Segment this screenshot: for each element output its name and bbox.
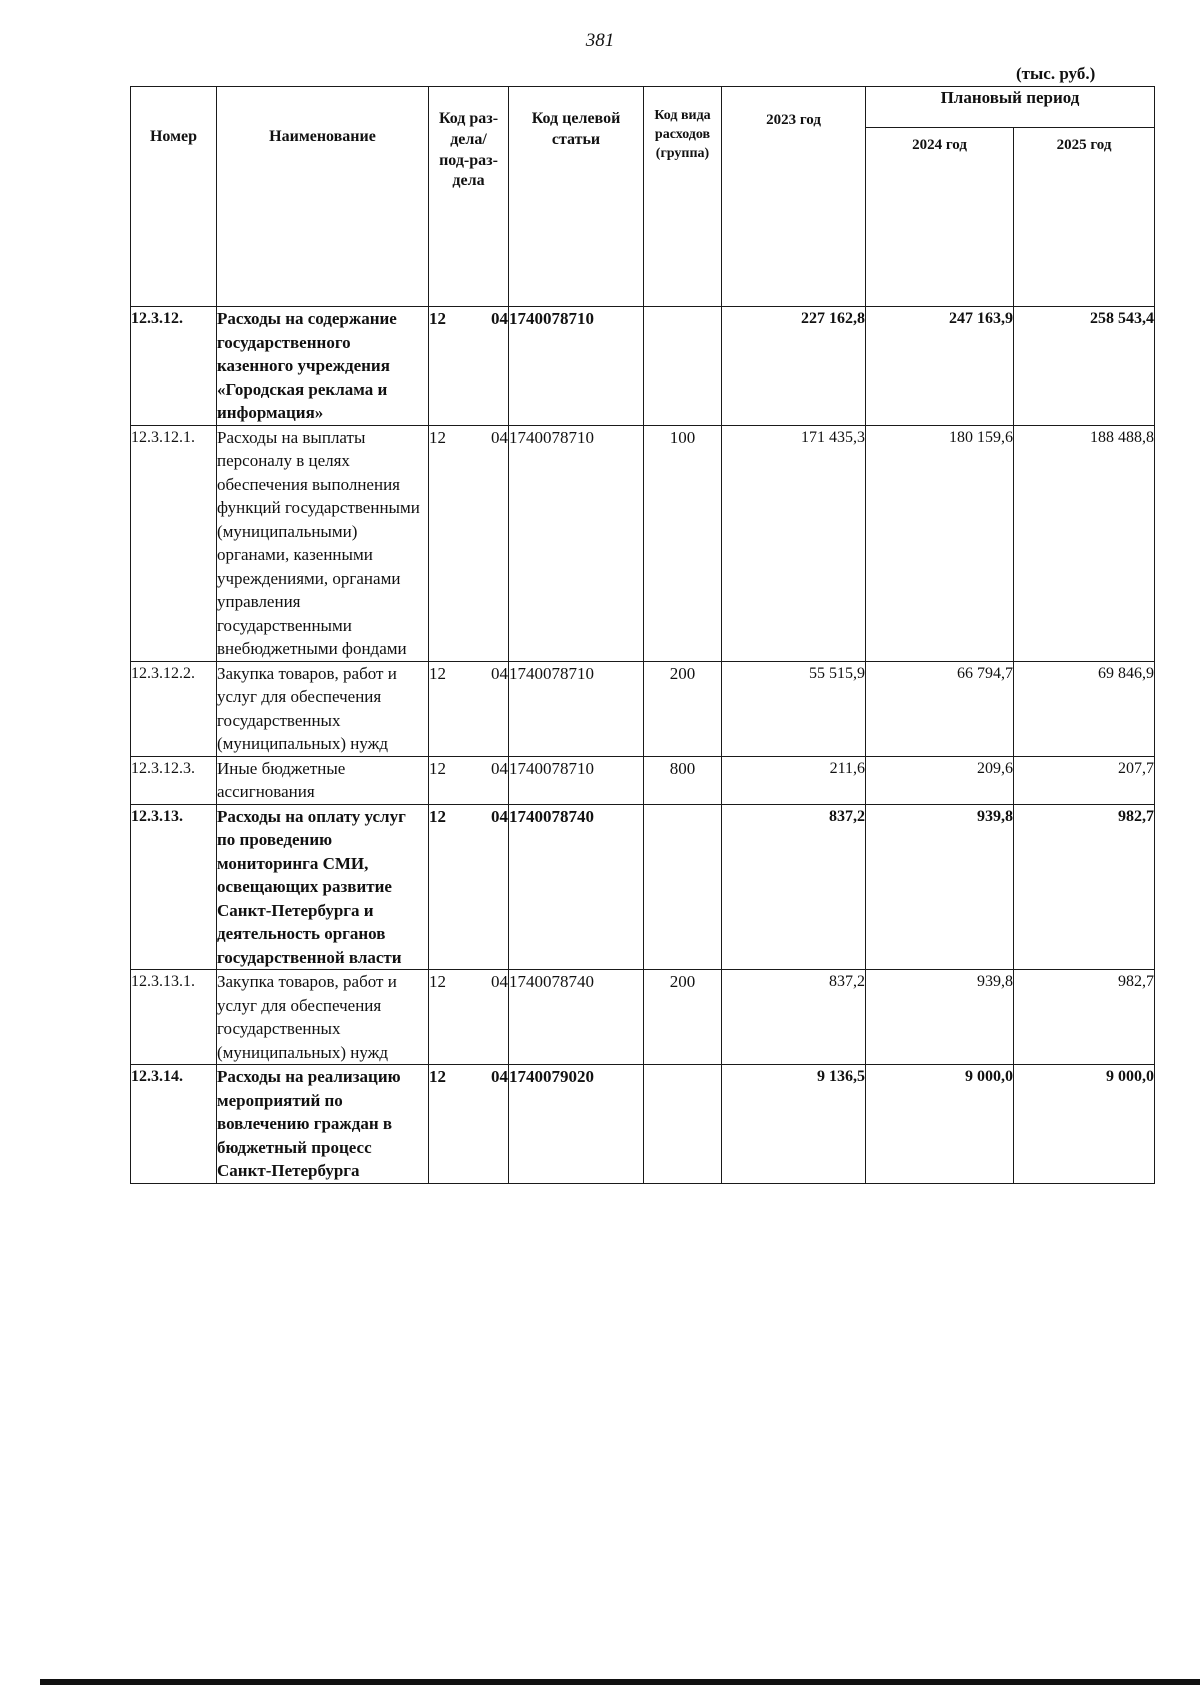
row-amount-2023: 55 515,9 xyxy=(722,661,866,756)
row-amount-2024: 180 159,6 xyxy=(866,425,1014,661)
row-section-code xyxy=(429,970,509,1065)
row-expense-type: 800 xyxy=(644,756,722,804)
subsection-code: 04 xyxy=(491,806,508,826)
section-code: 12 xyxy=(429,663,446,683)
subsection-code: 04 xyxy=(491,309,508,328)
row-amount-2025: 982,7 xyxy=(1014,804,1155,970)
row-target-article: 1740079020 xyxy=(509,1065,644,1184)
row-number: 12.3.12. xyxy=(131,307,217,426)
row-target-article: 1740078710 xyxy=(509,307,644,426)
header-planning-period: Плановый период xyxy=(866,87,1155,128)
row-expense-type: 200 xyxy=(644,970,722,1065)
row-number: 12.3.12.1. xyxy=(131,425,217,661)
row-expense-type xyxy=(644,307,722,426)
subsection-code: 04 xyxy=(491,427,508,447)
row-amount-2025: 9 000,0 xyxy=(1014,1065,1155,1184)
row-amount-2023: 211,6 xyxy=(722,756,866,804)
row-expense-type: 100 xyxy=(644,425,722,661)
row-name: Иные бюджетные ассигнования xyxy=(217,756,429,804)
row-amount-2024: 66 794,7 xyxy=(866,661,1014,756)
row-amount-2025: 258 543,4 xyxy=(1014,307,1155,426)
row-number: 12.3.14. xyxy=(131,1065,217,1184)
units-label: (тыс. руб.) xyxy=(1016,64,1096,83)
row-amount-2023: 9 136,5 xyxy=(722,1065,866,1184)
row-amount-2023: 227 162,8 xyxy=(722,307,866,426)
row-target-article: 1740078710 xyxy=(509,756,644,804)
section-code: 12 xyxy=(429,806,446,826)
row-number: 12.3.12.3. xyxy=(131,756,217,804)
table-row xyxy=(131,425,1155,661)
row-amount-2023: 171 435,3 xyxy=(722,425,866,661)
section-code: 12 xyxy=(429,427,446,447)
row-target-article: 1740078740 xyxy=(509,970,644,1065)
budget-table xyxy=(130,86,1155,1184)
table-row xyxy=(131,970,1155,1065)
table-row xyxy=(131,804,1155,970)
header-2025: 2025 год xyxy=(1014,128,1155,307)
table-header xyxy=(131,87,1155,307)
row-number: 12.3.13. xyxy=(131,804,217,970)
table-body xyxy=(131,307,1155,1184)
table-row xyxy=(131,661,1155,756)
row-name: Закупка товаров, работ и услуг для обеспечения государственных (муниципальных) нужд xyxy=(217,661,429,756)
row-target-article: 1740078740 xyxy=(509,804,644,970)
subsection-code: 04 xyxy=(491,758,508,778)
row-amount-2025: 69 846,9 xyxy=(1014,661,1155,756)
row-amount-2023: 837,2 xyxy=(722,970,866,1065)
row-amount-2024: 939,8 xyxy=(866,970,1014,1065)
table-row xyxy=(131,307,1155,426)
table-row xyxy=(131,756,1155,804)
row-expense-type xyxy=(644,1065,722,1184)
subsection-code: 04 xyxy=(491,1067,508,1086)
row-section-code xyxy=(429,425,509,661)
row-section-code xyxy=(429,756,509,804)
row-section-code xyxy=(429,307,509,426)
row-name: Расходы на содержание государственного казенного учреждения «Городская реклама и информация» xyxy=(217,307,429,426)
row-target-article: 1740078710 xyxy=(509,661,644,756)
row-amount-2025: 207,7 xyxy=(1014,756,1155,804)
section-code: 12 xyxy=(429,1067,446,1086)
section-code: 12 xyxy=(429,309,446,328)
table-row xyxy=(131,1065,1155,1184)
row-amount-2025: 982,7 xyxy=(1014,970,1155,1065)
row-name: Расходы на оплату услуг по проведению мониторинга СМИ, освещающих развитие Санкт-Петербурга и деятельность органов государственной власти xyxy=(217,804,429,970)
header-name: Наименование xyxy=(217,87,429,307)
section-code: 12 xyxy=(429,972,446,991)
row-number: 12.3.13.1. xyxy=(131,970,217,1065)
section-code: 12 xyxy=(429,758,446,778)
subsection-code: 04 xyxy=(491,663,508,683)
row-number: 12.3.12.2. xyxy=(131,661,217,756)
header-expense-type: Код вида расходов (группа) xyxy=(644,87,722,307)
row-section-code xyxy=(429,1065,509,1184)
row-name: Расходы на выплаты персоналу в целях обеспечения выполнения функций государственными (муниципальными) органами, казенными учреждениями, органами управления государственными внебюджетными фондами xyxy=(217,425,429,661)
header-section: Код раз-дела/ под-раз-дела xyxy=(429,87,509,307)
row-section-code xyxy=(429,804,509,970)
subsection-code: 04 xyxy=(491,972,508,991)
row-amount-2024: 209,6 xyxy=(866,756,1014,804)
bottom-rule xyxy=(40,1679,1200,1685)
header-2024: 2024 год xyxy=(866,128,1014,307)
header-target-article: Код целевой статьи xyxy=(509,87,644,307)
row-amount-2024: 9 000,0 xyxy=(866,1065,1014,1184)
row-section-code xyxy=(429,661,509,756)
row-name: Расходы на реализацию мероприятий по вовлечению граждан в бюджетный процесс Санкт-Петербурга xyxy=(217,1065,429,1184)
row-target-article: 1740078710 xyxy=(509,425,644,661)
row-expense-type xyxy=(644,804,722,970)
row-expense-type: 200 xyxy=(644,661,722,756)
header-2023: 2023 год xyxy=(722,87,866,307)
row-name: Закупка товаров, работ и услуг для обеспечения государственных (муниципальных) нужд xyxy=(217,970,429,1065)
page-number: 381 xyxy=(585,30,615,51)
row-amount-2025: 188 488,8 xyxy=(1014,425,1155,661)
row-amount-2024: 939,8 xyxy=(866,804,1014,970)
row-amount-2023: 837,2 xyxy=(722,804,866,970)
row-amount-2024: 247 163,9 xyxy=(866,307,1014,426)
header-number: Номер xyxy=(131,87,217,307)
